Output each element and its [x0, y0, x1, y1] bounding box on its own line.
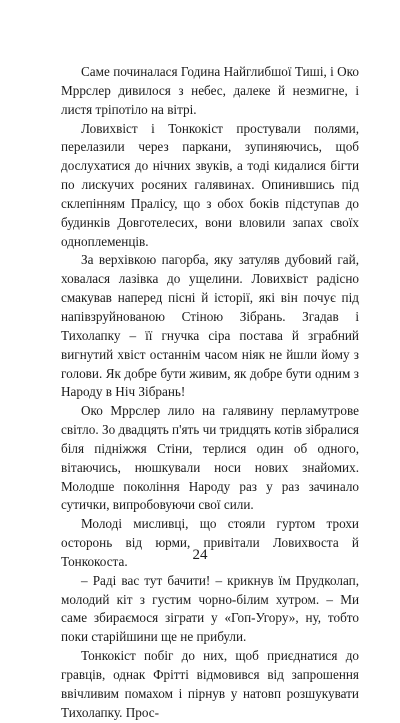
- paragraph-5: Молоді мисливці, що стояли гуртом трохи осторонь від юрми, привітали Ловихвоста й Тонкокоста.: [61, 516, 359, 569]
- paragraph-1: Саме починалася Година Найглибшої Тиші, і Око Мррслер дивилося з небес, далеке й незмигне, і листя тріпотіло на вітрі.: [61, 64, 359, 117]
- paragraph-3: За верхівкою пагорба, яку затуляв дубовий гай, ховалася лазівка до ущелини. Ловихвіст радісно смакував наперед пісні й історії, які він почує під напівзруйнованою Стіною Зібрань. Згадав і Тихолапку – її гнучка сіра постава й зграбний вигнутий хвіст останнім часом ніяк не йшли йому з голови. Як добре бути живим, як добре бути одним з Народу в Ніч Зібрань!: [61, 252, 359, 400]
- page-number: 24: [192, 547, 208, 563]
- body-text: [61, 63, 359, 723]
- paragraph-6: – Раді вас тут бачити! – крикнув їм Прудколап, молодий кіт з густим чорно-білим хутром. – Ми саме збираємося зіграти у «Гоп-Угору», ну, тобто поки старійшини ще не прибули.: [61, 572, 359, 645]
- paragraph-7: Тонкокіст побіг до них, щоб приєднатися до гравців, однак Фрітті відмовився від запрошення ввічливим помахом і пірнув у натовп розшукувати Тихолапку. Прос-: [61, 648, 359, 720]
- paragraph-2: Ловихвіст і Тонкокіст простували полями, перелазили через паркани, зупиняючись, щоб дослухатися до нічних звуків, а тоді кидалися бігти по лискучих росяних галявинах. Опинившись під склепінням Пралісу, що з обох боків підступав до будинків Довготелесих, вони вловили запах своїх одноплеменців.: [61, 120, 359, 249]
- paragraph-4: Око Мррслер лило на галявину перламутрове світло. Зо двадцять п'ять чи тридцять котів зібралися біля підніжжя Стіни, терлися один об одного, вітаючись, нюшкували носи нових знайомих. Молодше покоління Народу раз у раз зачинало сутички, випробовуючи свої сили.: [61, 403, 359, 513]
